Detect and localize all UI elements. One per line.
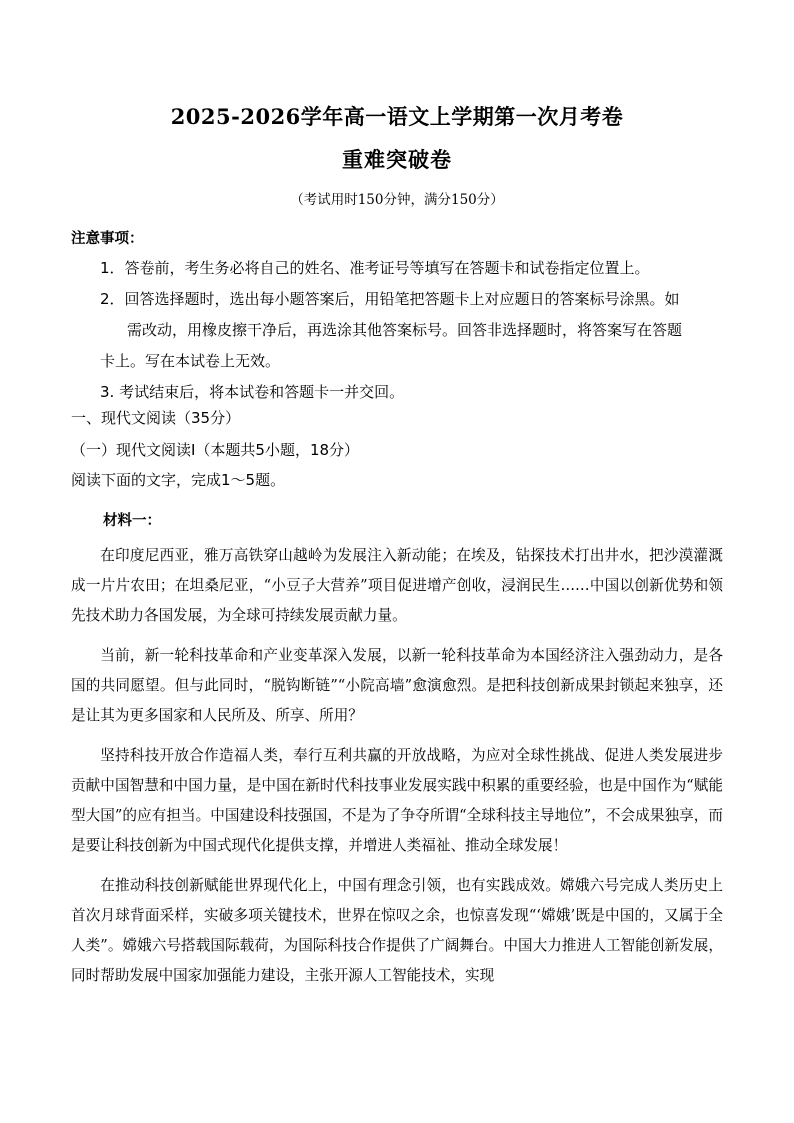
notice-heading: 注意事项： (71, 231, 144, 247)
passage-paragraph-1: 在印度尼西亚，雅万高铁穿山越岭为发展注入新动能；在埃及，钻探技术打出井水，把沙漠灌溉成一片片农田；在坦桑尼亚，“小豆子大营养”项目促进增产创收，浸润民生……中国以创新优势和领先技术助力各国发展，为全球可持续发展贡献力量。 (71, 547, 723, 624)
page-subtitle: 重难突破卷 (342, 147, 452, 172)
notice-item-2-cont: 需改动，用橡皮擦干净后，再选涂其他答案标号。回答非选择题时，将答案写在答题 (127, 321, 683, 339)
exam-info: （考试用时150分钟，满分150分） (290, 192, 504, 208)
page-title: 2025-2026学年高一语文上学期第一次月考卷 (170, 104, 624, 129)
section-subheading: （一）现代文阅读Ⅰ（本题共5小题，18分） (71, 441, 360, 459)
notice-item-1: 1．答卷前，考生务必将自己的姓名、准考证号等填写在答题卡和试卷指定位置上。 (100, 259, 650, 277)
passage-paragraph-2: 当前，新一轮科技革命和产业变革深入发展，以新一轮科技革命为本国经济注入强劲动力，是各国的共同愿望。但与此同时，“脱钩断链”“小院高墙”愈演愈烈。是把科技创新成果封锁起来独享，还是让其为更多国家和人民所及、所享、所用？ (71, 647, 723, 724)
notice-item-2: 2．回答选择题时，选出每小题答案后，用铅笔把答题卡上对应题日的答案标号涂黑。如 (100, 290, 680, 308)
passage (71, 541, 723, 991)
notice-item-2-end: 卡上。写在本试卷上无效。 (100, 352, 281, 370)
reading-instruction: 阅读下面的文字，完成1～5题。 (71, 471, 286, 489)
notice-item-3: 3. 考试结束后，将本试卷和答题卡一并交回。 (100, 383, 405, 401)
material-label: 材料一： (103, 513, 161, 529)
passage-paragraph-3: 坚持科技开放合作造福人类，奉行互利共赢的开放战略，为应对全球性挑战、促进人类发展进步贡献中国智慧和中国力量，是中国在新时代科技事业发展实践中积累的重要经验，也是中国作为“赋能型大国”的应有担当。中国建设科技强国，不是为了争夺所谓“全球科技主导地位”，不会成果独享，而是要让科技创新为中国式现代化提供支撑，并增进人类福祉、推动全球发展！ (71, 747, 723, 854)
section-heading: 一、现代文阅读（35分） (71, 409, 241, 427)
passage-paragraph-4: 在推动科技创新赋能世界现代化上，中国有理念引领，也有实践成效。嫦娥六号完成人类历史上首次月球背面采样，实破多项关键技术，世界在惊叹之余，也惊喜发现“‘嫦娥’既是中国的，又属于全人类”。嫦娥六号搭载国际载荷，为国际科技合作提供了广阔舞台。中国大力推进人工智能创新发展，同时帮助发展中国家加强能力建设，主张开源人工智能技术，实现 (71, 877, 723, 984)
